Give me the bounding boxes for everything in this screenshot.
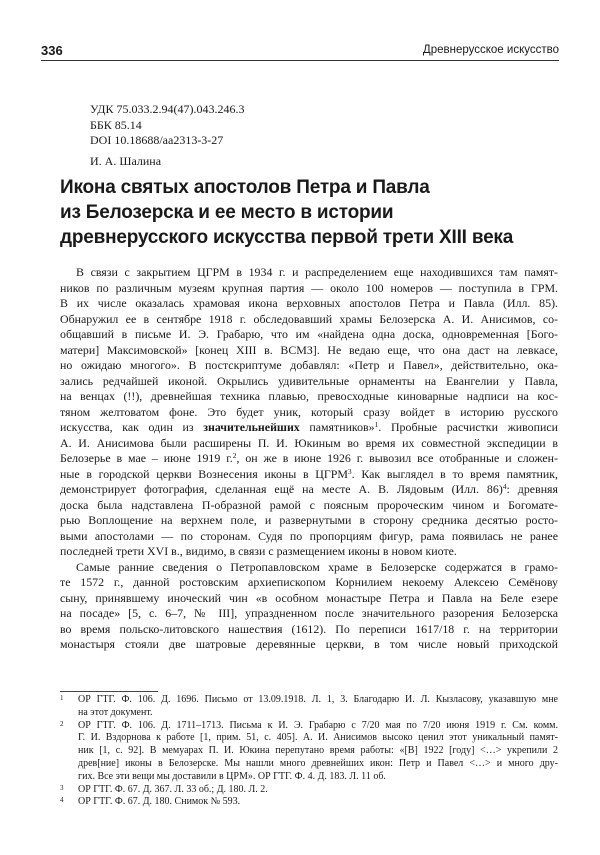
footnote-line: Г. И. Вздорнова к работе [1, прим. 51, с. 405]. А. И. Анисимов высоко ценил этот уникальный памят-	[78, 732, 558, 744]
body-line: Обнаружил ее в сентябре 1918 г. обследовавший храмы Белозерска А. И. Анисимов, со-	[60, 311, 558, 326]
title-line: из Белозерска и ее место в истории	[60, 202, 394, 223]
footnote-ref[interactable]: 4	[502, 482, 507, 491]
body-line: на венцах (!!), древнейшая техника плавью, превосходные киноварные надписи на кос-	[60, 389, 558, 403]
title-line: Икона святых апостолов Петра и Павла	[60, 177, 430, 198]
body-line: тяном желтоватом фоне. Это будет уник, который сразу войдет в историю русского	[60, 404, 558, 419]
page-number: 336	[41, 43, 63, 58]
footnote-line: древ[ние] иконы в Белозерске. Мы нашли много древнейших икон: Петр и Павел <…> и много дру-	[78, 757, 558, 769]
footnote-line: на этот документ.	[78, 706, 153, 718]
body-line: демонстрирует фотография, сделанная ещё на месте А. В. Лядовым (Илл. 86)$^4$: древняя	[60, 482, 558, 496]
footnote-line: 3 ОР ГТГ. Ф. 67. Д. 367. Л. 33 об.; Д. 180. Л. 2.	[60, 783, 268, 795]
body-line: монастыря стояли две шатровые деревянные церкви, в том числе новый приходской	[60, 637, 558, 651]
article-body	[60, 265, 558, 653]
author-name: И. А. Шалина	[90, 154, 162, 168]
footnotes-divider	[60, 691, 158, 692]
footnote-ref[interactable]: 2	[232, 451, 237, 460]
body-line: выми апостолами — по сторонам. Судя по пропорциям фигур, рама появилась не ранее	[60, 528, 558, 543]
udk-code: УДК 75.033.2.94(47).043.246.3	[90, 102, 245, 116]
body-line: ников по различным музеям крупная партия — около 100 номеров — поступила в ГРМ.	[60, 280, 558, 295]
journal-title: Древнерусское искусство	[422, 44, 559, 56]
body-line: рью Воплощение на верхнем поле, и развернутыми в сторону средника десятью росто-	[60, 513, 558, 527]
footnote-line: гих. Все эти вещи мы доставили в ЦРМ». ОР ГТГ. Ф. 4. Д. 183. Л. 11 об.	[78, 770, 386, 782]
footnote-number: 4	[60, 796, 64, 805]
title-line: древнерусского искусства первой трети XIII века	[60, 227, 514, 248]
footnote-ref[interactable]: 1	[374, 420, 379, 429]
body-line: доска была надставлена П-образной рамой с поясным пророческим чином и Богомате-	[60, 497, 558, 512]
body-line: Белозерье в мае – июне 1919 г.$^2$, он же в июне 1926 г. вывозил все отобранные и сложен-	[60, 451, 558, 465]
footnote-number: 1	[60, 694, 64, 702]
body-line: А. И. Анисимова были расширены П. И. Юкиным во время их совместной экспедиции в	[60, 435, 558, 450]
body-line: последней трети XVI в., видимо, в связи с размещением иконы в новом киоте.	[60, 544, 457, 558]
body-line: матери] Максимовской» [конец XIII в. ВСМЗ]. Не ведаю еще, что она даст на левкасе,	[60, 342, 558, 357]
body-line: сыну, принявшему иноческий чин «в особном монастыре Петра и Павла на Беле езере	[60, 590, 558, 605]
body-line: В связи с закрытием ЦГРМ в 1934 г. и распределением еще находившихся там памят-	[76, 265, 558, 279]
footnote-number: 2	[60, 719, 64, 728]
footnote-line: 1 ОР ГТГ. Ф. 106. Д. 1696. Письмо от 13.09.1918. Л. 1, 3. Благодарю И. Л. Кызласову, указавшую мне	[60, 694, 558, 705]
doi: DOI 10.18688/aa2313-3-27	[90, 133, 224, 147]
running-head	[41, 40, 559, 61]
body-line: Самые ранние сведения о Петропавловском храме в Белозерске содержатся в грамо-	[76, 559, 558, 574]
footnote-number: 3	[60, 783, 64, 792]
article-title	[60, 175, 570, 250]
body-line: ные в городской церкви Вознесения иконы в ЦГРМ$^3$. Как выглядел в то время памятник,	[60, 466, 558, 481]
footnote-line: ник [1, с. 92]. В мемуарах П. И. Юкина перепутано время работы: «[В] 1922 [году] <…> укрепили 2	[78, 745, 558, 757]
footnote-ref[interactable]: 3	[347, 466, 352, 476]
body-line: во время польско-литовского нашествия (1612). По переписи 1617/18 г. на территории	[60, 621, 558, 636]
body-line: В их числе оказалась храмовая икона верховных апостолов Петра и Павла (Илл. 85).	[60, 296, 558, 310]
body-line: зались редчайшей иконой. Окрылись удивительные орнаменты на Евангелии у Павла,	[60, 373, 558, 388]
bbk-code: ББК 85.14	[90, 117, 142, 132]
body-line: на посаде» [5, с. 6–7, № III], упраздненном после значительного разорения Белозерска	[60, 606, 558, 620]
body-line: искусства, как один из значительнейших памятников»$^1$. Пробные расчистки живописи	[60, 420, 558, 434]
article-metadata	[90, 102, 244, 149]
footnote-line: 4 ОР ГТГ. Ф. 67. Д. 180. Снимок № 593.	[60, 796, 241, 808]
footnote-line: 2 ОР ГТГ. Ф. 106. Д. 1711–1713. Письма к И. Э. Грабарю с 7/20 мая по 7/20 июня 1919 г. См. комм.	[60, 719, 558, 731]
body-line: но ожидаю многого». В постскриптуме добавлял: «Петр и Павел», действительно, ока-	[60, 358, 558, 372]
body-line: те 1572 г., данной ростовским архиепископом Корнилием некоему Алексею Семёнову	[60, 575, 558, 589]
body-line: общавший в письме И. Э. Грабарю, что им «найдена одна доска, одновременная [Бого-	[60, 327, 558, 341]
footnotes	[60, 694, 558, 809]
